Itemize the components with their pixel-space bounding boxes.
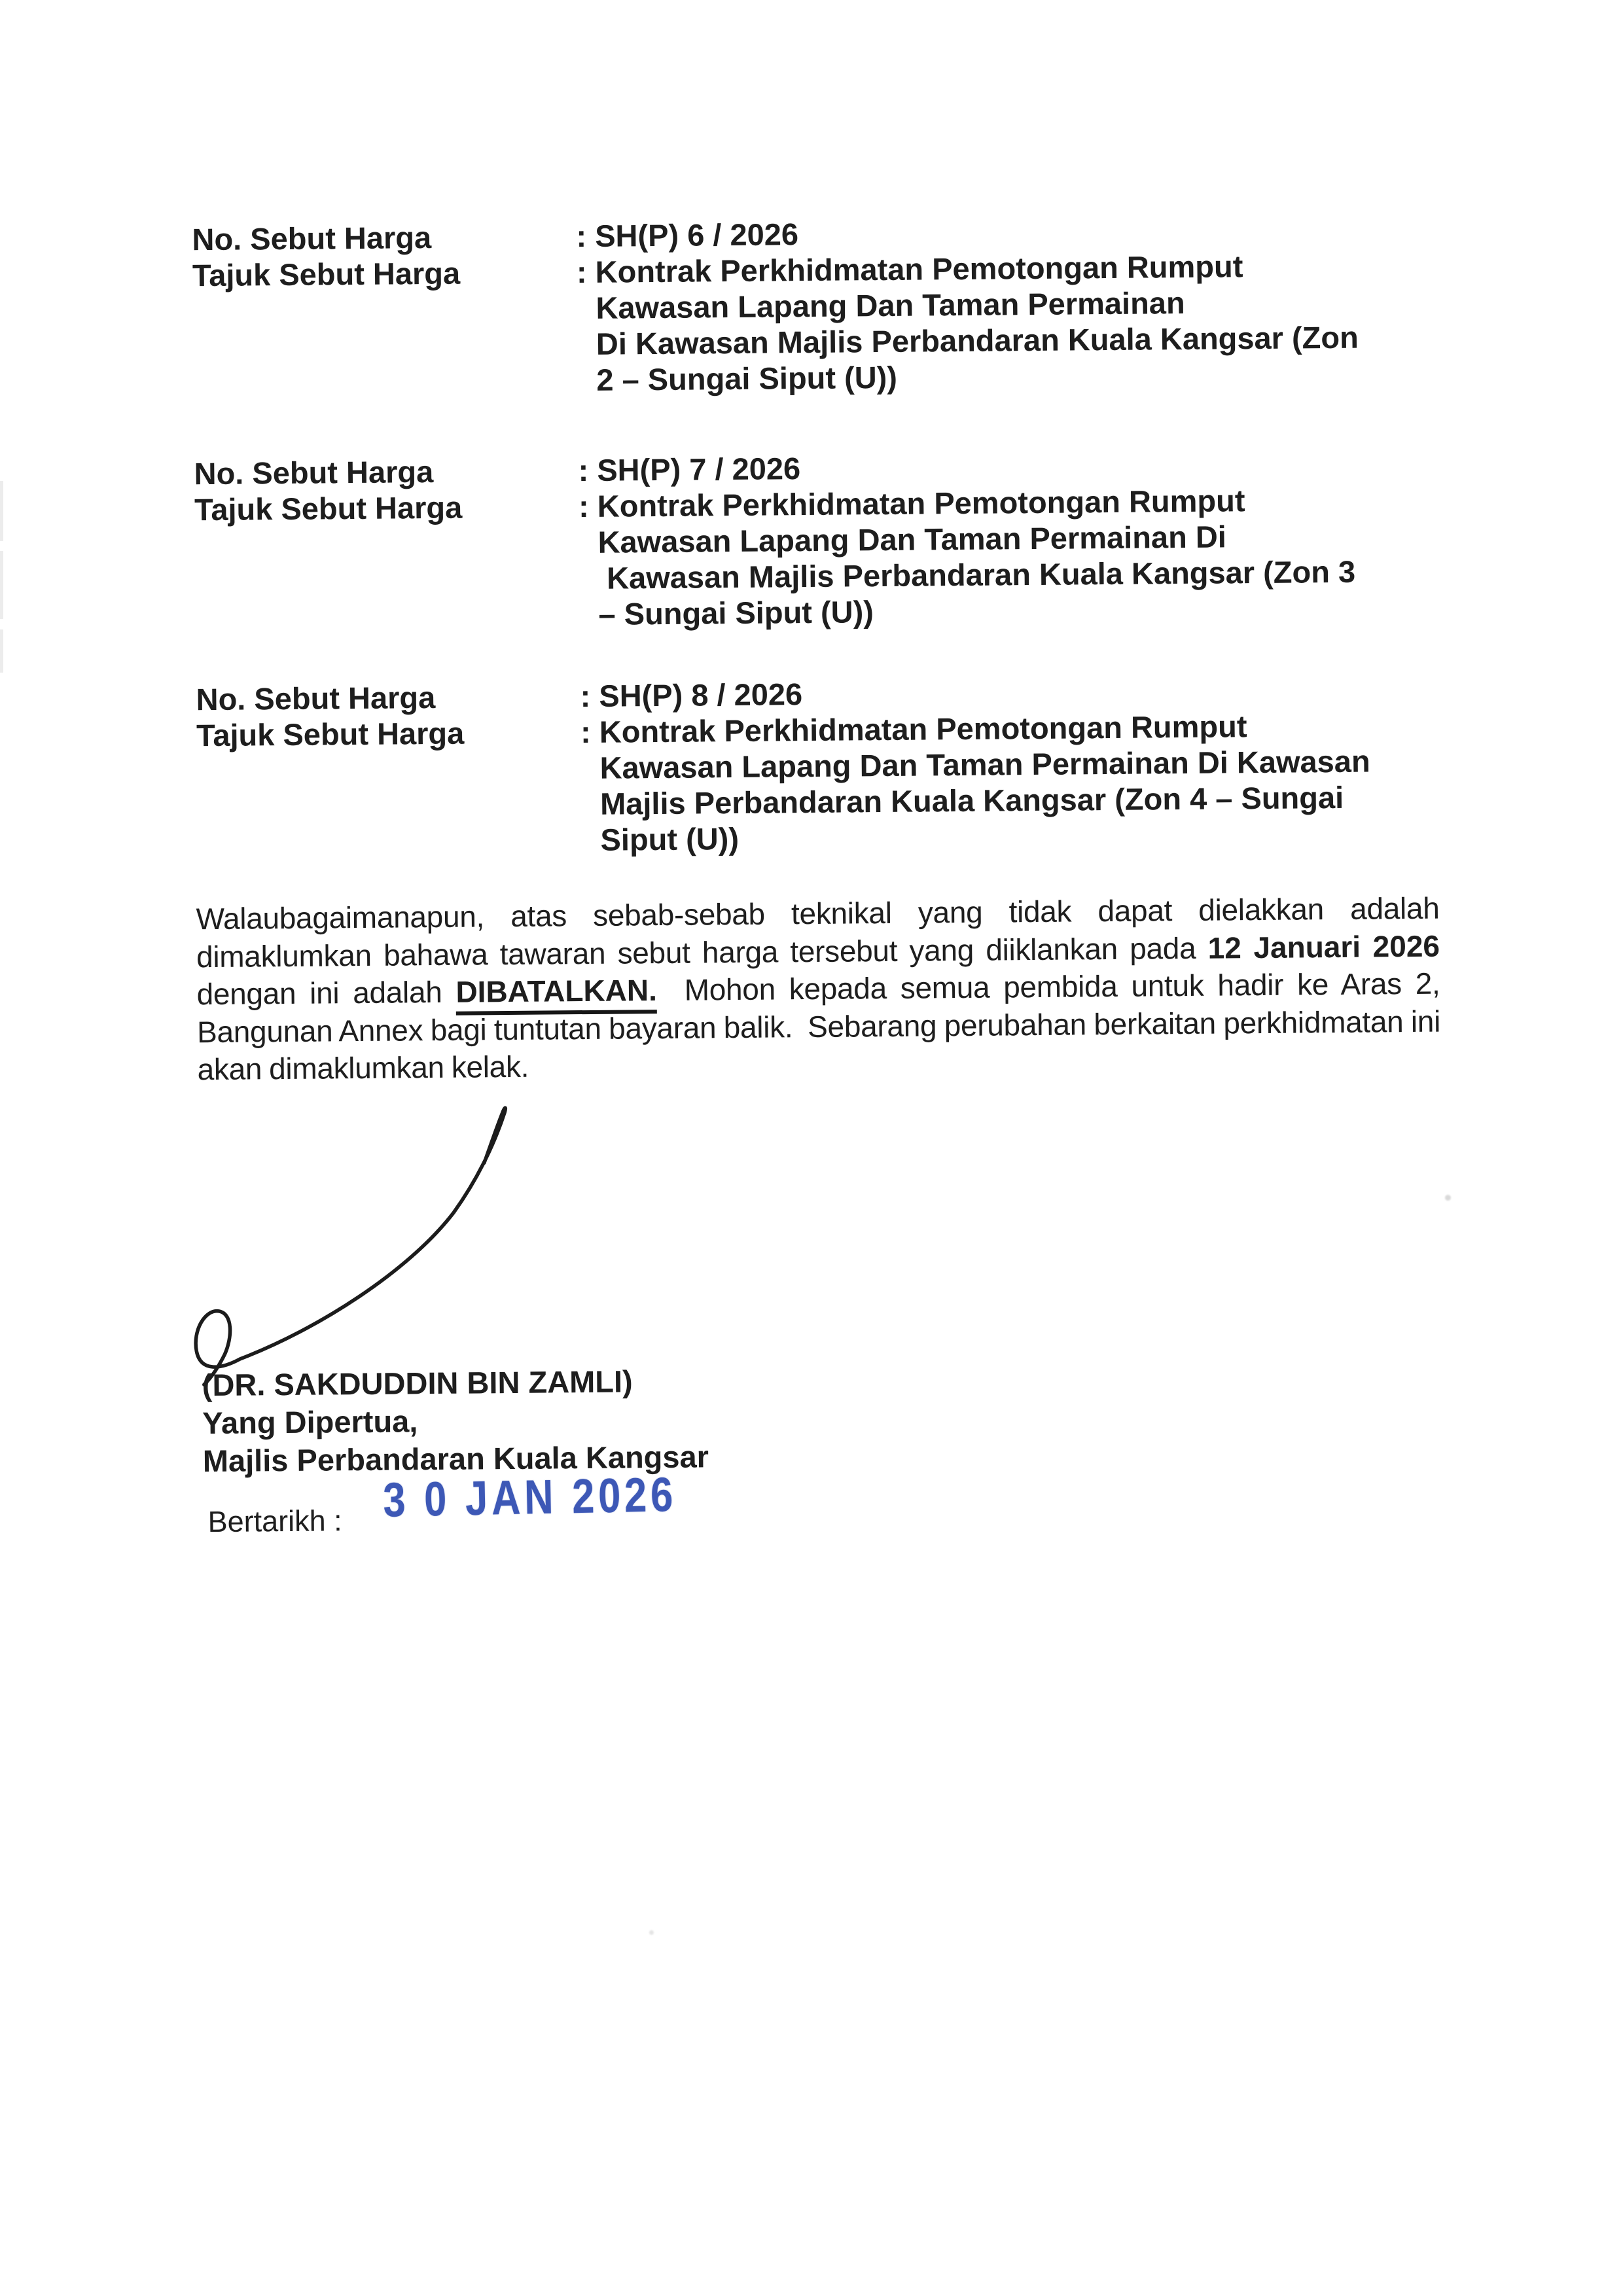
quotation-block-3 xyxy=(196,669,1539,861)
quotation-label: No. Sebut Harga xyxy=(196,680,436,717)
quotation-label: Tajuk Sebut Harga xyxy=(196,715,465,753)
quotation-block-2 xyxy=(194,444,1537,635)
notice-text: Mohon kepada semua pembida untuk hadir ke Aras 2, Bangunan Annex bagi tuntutan bayaran balik. Sebarang perubahan berkaitan perkhidmatan ini akan dimaklumkan kelak. xyxy=(196,966,1448,1087)
quotation-value: : SH(P) 8 / 2026 xyxy=(580,677,803,714)
quotation-label: No. Sebut Harga xyxy=(194,454,434,491)
quotation-label: Tajuk Sebut Harga xyxy=(194,489,463,527)
quotation-block-1 xyxy=(192,209,1535,401)
scan-speck xyxy=(649,1930,654,1935)
quotation-value: Majlis Perbandaran Kuala Kangsar (Zon 4 – Sungai xyxy=(599,779,1344,821)
notice-text: Walaubagaimanapun, atas sebab-sebab teknikal yang tidak dapat dielakkan adalah dimaklumkan bahawa tawaran sebut harga tersebut yang diiklankan pada xyxy=(196,891,1447,974)
quotation-value: : Kontrak Perkhidmatan Pemotongan Rumput xyxy=(580,709,1247,750)
scan-edge-artifact xyxy=(0,481,3,541)
signature-path xyxy=(194,1108,508,1385)
quotation-value: 2 – Sungai Siput (U)) xyxy=(596,359,898,397)
date-label: Bertarikh : xyxy=(207,1504,342,1539)
notice-cancelled-bold-underline: DIBATALKAN. xyxy=(455,973,657,1016)
notice-paragraph xyxy=(196,890,1448,1089)
quotation-value: Kawasan Lapang Dan Taman Permainan Di xyxy=(597,519,1227,559)
signature-stroke xyxy=(183,1099,533,1404)
signatory-block xyxy=(202,1362,709,1480)
quotation-label xyxy=(197,786,581,825)
quotation-value: Siput (U)) xyxy=(600,821,740,857)
quotation-label xyxy=(193,362,577,401)
quotation-label: Tajuk Sebut Harga xyxy=(192,255,461,293)
signatory-name: (DR. SAKDUDDIN BIN ZAMLI) xyxy=(202,1364,633,1403)
quotation-value: Kawasan Majlis Perbandaran Kuala Kangsar (Zon 3 xyxy=(597,554,1356,595)
quotation-value: Kawasan Lapang Dan Taman Permainan Di Kawasan xyxy=(599,743,1370,785)
quotation-label xyxy=(195,596,579,635)
signatory-title: Yang Dipertua, xyxy=(202,1404,418,1441)
quotation-value: Kawasan Lapang Dan Taman Permainan xyxy=(596,285,1185,325)
quotation-value: Di Kawasan Majlis Perbandaran Kuala Kangsar (Zon xyxy=(596,319,1359,361)
quotation-value: : Kontrak Perkhidmatan Pemotongan Rumput xyxy=(578,483,1245,524)
scan-speck xyxy=(1445,1195,1451,1201)
quotation-label xyxy=(192,290,577,329)
quotation-label xyxy=(193,326,577,365)
quotation-label xyxy=(197,822,581,861)
quotation-value: – Sungai Siput (U)) xyxy=(598,594,874,631)
scan-edge-artifact xyxy=(0,629,3,673)
quotation-value: : Kontrak Perkhidmatan Pemotongan Rumput xyxy=(576,249,1243,290)
quotation-label xyxy=(196,750,580,789)
signatory-organization: Majlis Perbandaran Kuala Kangsar xyxy=(202,1439,709,1479)
quotation-value: : SH(P) 7 / 2026 xyxy=(578,451,801,488)
quotation-label: No. Sebut Harga xyxy=(192,220,432,257)
quotation-value: : SH(P) 6 / 2026 xyxy=(576,217,799,254)
quotation-label xyxy=(195,560,579,599)
date-stamp: 3 0 JAN 2026 xyxy=(382,1467,677,1527)
quotation-label xyxy=(194,524,579,563)
notice-date-bold: 12 Januari 2026 xyxy=(1207,928,1440,965)
scan-edge-artifact xyxy=(0,551,3,619)
notice-text: dengan ini adalah xyxy=(196,928,1448,1012)
